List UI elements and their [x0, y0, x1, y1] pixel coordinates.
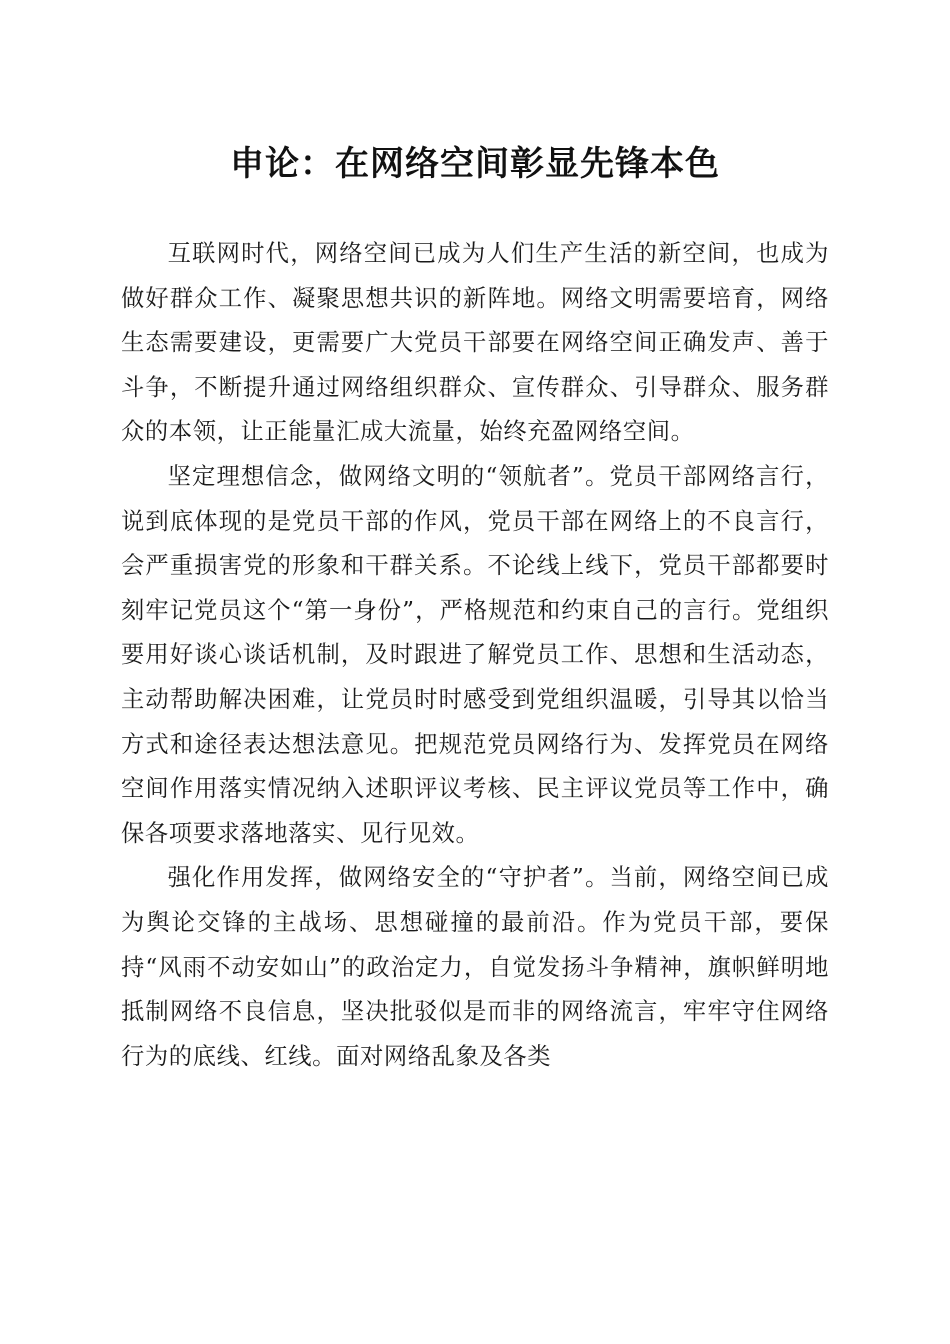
paragraph-intro: 互联网时代，网络空间已成为人们生产生活的新空间，也成为做好群众工作、凝聚思想共识的新阵地。网络文明需要培育，网络生态需要建设，更需要广大党员干部要在网络空间正确发声、善于斗争，不断提升通过网络组织群众、宣传群众、引导群众、服务群众的本领，让正能量汇成大流量，始终充盈网络空间。: [121, 240, 829, 446]
document-title: 申论：在网络空间彰显先锋本色: [230, 144, 720, 184]
paragraph-security: 强化作用发挥，做网络安全的“守护者”。当前，网络空间已成为舆论交锋的主战场、思想碰撞的最前沿。作为党员干部，要保持“风雨不动安如山”的政治定力，自觉发扬斗争精神，旗帜鲜明地抵制网络不良信息，坚决批驳似是而非的网络流言，牢牢守住网络行为的底线、红线。面对网络乱象及各类: [121, 864, 829, 1070]
document-body: [121, 232, 829, 1079]
paragraph-ideals: 坚定理想信念，做网络文明的“领航者”。党员干部网络言行，说到底体现的是党员干部的作风，党员干部在网络上的不良言行，会严重损害党的形象和干群关系。不论线上线下，党员干部都要时刻牢记党员这个“第一身份”，严格规范和约束自己的言行。党组织要用好谈心谈话机制，及时跟进了解党员工作、思想和生活动态，主动帮助解决困难，让党员时时感受到党组织温暖，引导其以恰当方式和途径表达想法意见。把规范党员网络行为、发挥党员在网络空间作用落实情况纳入述职评议考核、民主评议党员等工作中，确保各项要求落地落实、见行见效。: [121, 462, 829, 847]
